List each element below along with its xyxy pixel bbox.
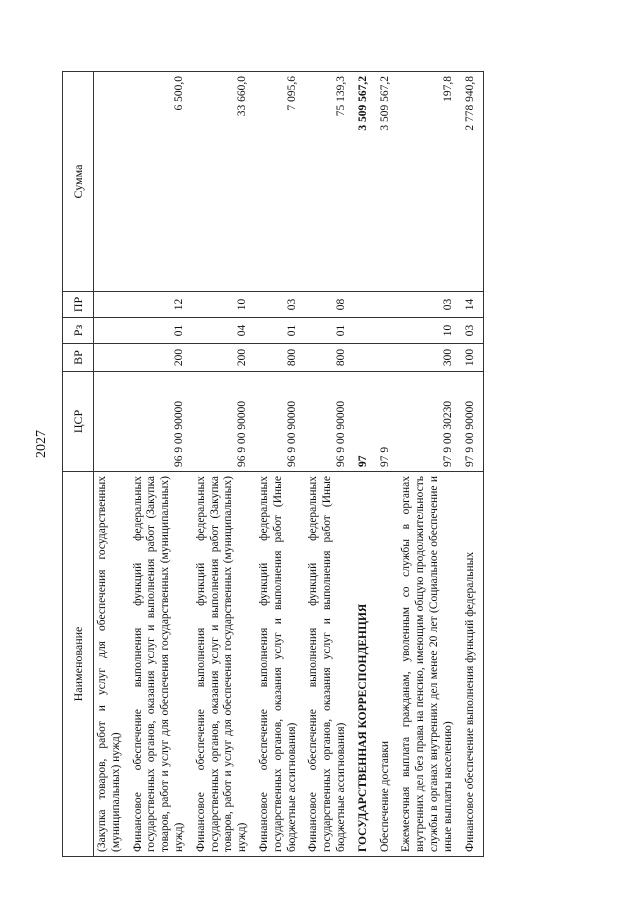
row-pr: 10: [193, 292, 256, 318]
row-rz: [94, 318, 130, 344]
row-sum: 33 660,0: [193, 72, 256, 292]
row-csr: 97 9 00 30230: [398, 372, 461, 472]
row-csr: [94, 372, 130, 472]
header-sum: Сумма: [63, 72, 94, 292]
row-rz: 01: [305, 318, 354, 344]
row-sum: 6 500,0: [130, 72, 193, 292]
row-pr: 03: [256, 292, 305, 318]
row-name: Ежемесячная выплата гражданам, уволенным со службы в органах внутренних дел без права на пенсию, имеющим общую продолжительность службы в органах внутренних дел менее 20 лет (Социальное обеспечение и иные выплаты населению): [398, 472, 461, 857]
row-vr: 200: [130, 344, 193, 372]
row-rz: 04: [193, 318, 256, 344]
header-name: Наименование: [63, 472, 94, 857]
row-csr: 96 9 00 90000: [305, 372, 354, 472]
row-sum: 75 139,3: [305, 72, 354, 292]
row-vr: [377, 344, 399, 372]
header-pr: ПР: [63, 292, 94, 318]
row-vr: [355, 344, 377, 372]
row-pr: 03: [398, 292, 461, 318]
row-vr: [94, 344, 130, 372]
row-sum: [94, 72, 130, 292]
table-row: [256, 72, 305, 857]
row-csr: 97 9: [377, 372, 399, 472]
table-row-section: [355, 72, 377, 857]
row-sum: 7 095,6: [256, 72, 305, 292]
row-rz: [355, 318, 377, 344]
budget-table: [62, 71, 484, 857]
row-name: Финансовое обеспечение выполнения функций федеральных государственных органов, оказания услуг и выполнения работ (Иные бюджетные ассигнования): [305, 472, 354, 857]
row-name: Финансовое обеспечение выполнения функций федеральных: [462, 472, 484, 857]
row-name: (Закупка товаров, работ и услуг для обеспечения государственных (муниципальных) нужд): [94, 472, 130, 857]
row-pr: 08: [305, 292, 354, 318]
table-row: [130, 72, 193, 857]
row-vr: 200: [193, 344, 256, 372]
row-rz: 03: [462, 318, 484, 344]
table-row: [398, 72, 461, 857]
row-csr: 96 9 00 90000: [193, 372, 256, 472]
row-pr: [377, 292, 399, 318]
row-vr: 100: [462, 344, 484, 372]
row-vr: 300: [398, 344, 461, 372]
row-sum: 197,8: [398, 72, 461, 292]
row-pr: [94, 292, 130, 318]
header-csr: ЦСР: [63, 372, 94, 472]
table-row: [305, 72, 354, 857]
table-header-row: [63, 72, 94, 857]
row-rz: 10: [398, 318, 461, 344]
row-name: Обеспечение доставки: [377, 472, 399, 857]
row-sum: 3 509 567,2: [355, 72, 377, 292]
row-vr: 800: [305, 344, 354, 372]
row-csr: 96 9 00 90000: [256, 372, 305, 472]
page-number: 2027: [34, 430, 49, 458]
row-csr: 96 9 00 90000: [130, 372, 193, 472]
table-row: [462, 72, 484, 857]
row-sum: 2 778 940,8: [462, 72, 484, 292]
table-row: [94, 72, 130, 857]
row-name: ГОСУДАРСТВЕННАЯ КОРРЕСПОНДЕНЦИЯ: [355, 472, 377, 857]
row-pr: [355, 292, 377, 318]
row-name: Финансовое обеспечение выполнения функций федеральных государственных органов, оказания услуг и выполнения работ (Закупка товаров, работ и услуг для обеспечения государственных (муниципальных) нужд): [193, 472, 256, 857]
row-name: Финансовое обеспечение выполнения функций федеральных государственных органов, оказания услуг и выполнения работ (Закупка товаров, работ и услуг для обеспечения государственных (муниципальных) нужд): [130, 472, 193, 857]
row-name: Финансовое обеспечение выполнения функций федеральных государственных органов, оказания услуг и выполнения работ (Иные бюджетные ассигнования): [256, 472, 305, 857]
table-row: [377, 72, 399, 857]
row-rz: 01: [130, 318, 193, 344]
row-sum: 3 509 567,2: [377, 72, 399, 292]
row-pr: 14: [462, 292, 484, 318]
table-row: [193, 72, 256, 857]
header-vr: ВР: [63, 344, 94, 372]
row-rz: 01: [256, 318, 305, 344]
row-csr: 97 9 00 90000: [462, 372, 484, 472]
row-vr: 800: [256, 344, 305, 372]
header-rz: Рз: [63, 318, 94, 344]
row-pr: 12: [130, 292, 193, 318]
row-rz: [377, 318, 399, 344]
row-csr: 97: [355, 372, 377, 472]
